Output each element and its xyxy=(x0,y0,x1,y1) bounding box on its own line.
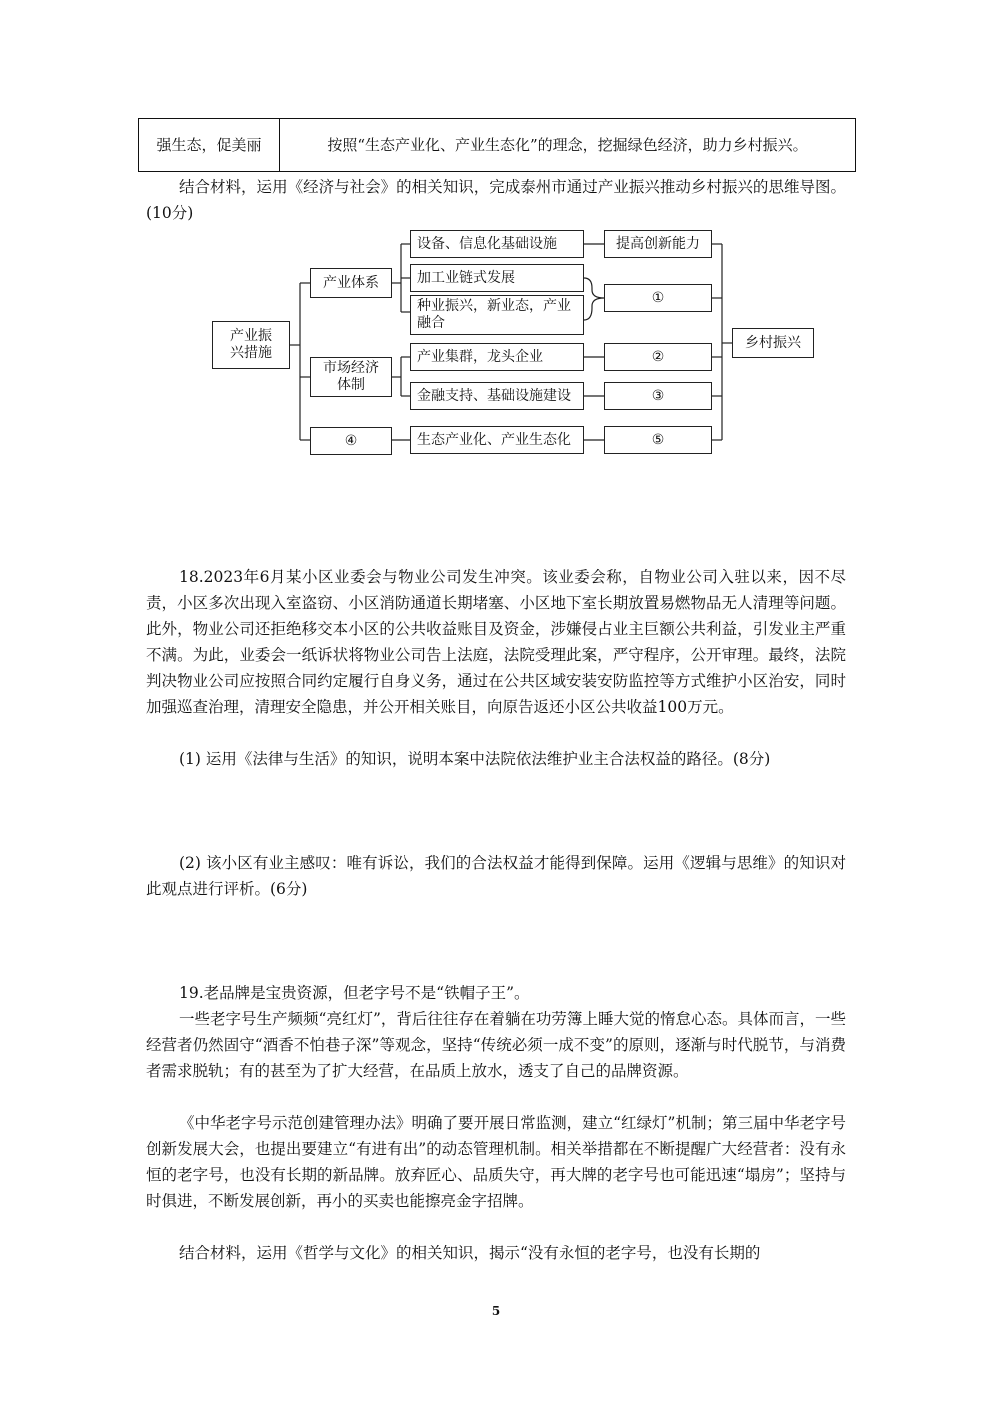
q18-material: 18.2023年6月某小区业委会与物业公司发生冲突。该业委会称，自物业公司入驻以来，因不尽责，小区多次出现入室盗窃、小区消防通道长期堵塞、小区地下室长期放置易燃物品无人清理等问题。此外，物业公司还拒绝移交本小区的公共收益账目及资金，涉嫌侵占业主巨额公共利益，引发业主严重不满。为此，业委会一纸诉状将物业公司告上法庭，法院受理此案，严守程序，公开审理。最终，法院判决物业公司应按照合同约定履行自身义务，通过在公共区域安装安防监控等方式维护小区治安，同时加强巡查治理，清理安全隐患，并公开相关账目，向原告返还小区公共收益100万元。 xyxy=(146,568,846,716)
q17-prompt: 结合材料，运用《经济与社会》的相关知识，完成泰州市通过产业振兴推动乡村振兴的思维导图。(10分) xyxy=(146,178,846,222)
page-number: 5 xyxy=(491,1304,501,1318)
mindmap-result-blank-5: ⑤ xyxy=(604,426,712,454)
mindmap-leaf-seed-industry: 种业振兴，新业态，产业融合 xyxy=(410,295,584,335)
mindmap-result-innovation: 提高创新能力 xyxy=(604,230,712,258)
mindmap-branch-industry-system: 产业体系 xyxy=(310,268,392,298)
table-cell-category: 强生态，促美丽 xyxy=(139,119,280,172)
mindmap-branch-market-economy: 市场经济体制 xyxy=(310,357,392,397)
mindmap-result-blank-1: ① xyxy=(604,284,712,312)
mindmap-goal: 乡村振兴 xyxy=(732,328,814,358)
mindmap-leaf-processing: 加工业链式发展 xyxy=(410,264,584,292)
mindmap-root: 产业振兴措施 xyxy=(212,321,290,369)
mindmap-result-blank-2: ② xyxy=(604,343,712,371)
mindmap-leaf-finance: 金融支持、基础设施建设 xyxy=(410,382,584,410)
q19-paragraph-1: 一些老字号生产频频“亮红灯”，背后往往存在着躺在功劳簿上睡大觉的惰怠心态。具体而言，一些经营者仍然固守“酒香不怕巷子深”等观念，坚持“传统必须一成不变”的原则，逐渐与时代脱节，与消费者需求脱轨；有的甚至为了扩大经营，在品质上放水，透支了自己的品牌资源。 xyxy=(146,1010,846,1080)
mindmap-leaf-industry-cluster: 产业集群，龙头企业 xyxy=(410,343,584,371)
mindmap-leaf-infrastructure: 设备、信息化基础设施 xyxy=(410,230,584,258)
mindmap-leaf-ecology: 生态产业化、产业生态化 xyxy=(410,426,584,454)
table-cell-description: 按照“生态产业化、产业生态化”的理念，挖掘绿色经济，助力乡村振兴。 xyxy=(280,119,856,172)
q19-paragraph-2: 《中华老字号示范创建管理办法》明确了要开展日常监测，建立“红绿灯”机制；第三届中华老字号创新发展大会，也提出要建立“有进有出”的动态管理机制。相关举措都在不断提醒广大经营者：没有永恒的老字号，也没有长期的新品牌。放弃匠心、品质失守，再大牌的老字号也可能迅速“塌房”；坚持与时俱进，不断发展创新，再小的买卖也能擦亮金字招牌。 xyxy=(146,1114,846,1210)
q19-title: 19.老品牌是宝贵资源，但老字号不是“铁帽子王”。 xyxy=(179,984,530,1002)
q18-subquestion-2: (2) 该小区有业主感叹：唯有诉讼，我们的合法权益才能得到保障。运用《逻辑与思维》的知识对此观点进行评析。(6分) xyxy=(146,854,846,898)
q18-subquestion-1: (1) 运用《法律与生活》的知识，说明本案中法院依法维护业主合法权益的路径。(8分) xyxy=(179,750,771,768)
mindmap-branch-blank-4: ④ xyxy=(310,427,392,455)
q19-prompt: 结合材料，运用《哲学与文化》的相关知识，揭示“没有永恒的老字号，也没有长期的 xyxy=(179,1244,761,1262)
mindmap-result-blank-3: ③ xyxy=(604,382,712,410)
